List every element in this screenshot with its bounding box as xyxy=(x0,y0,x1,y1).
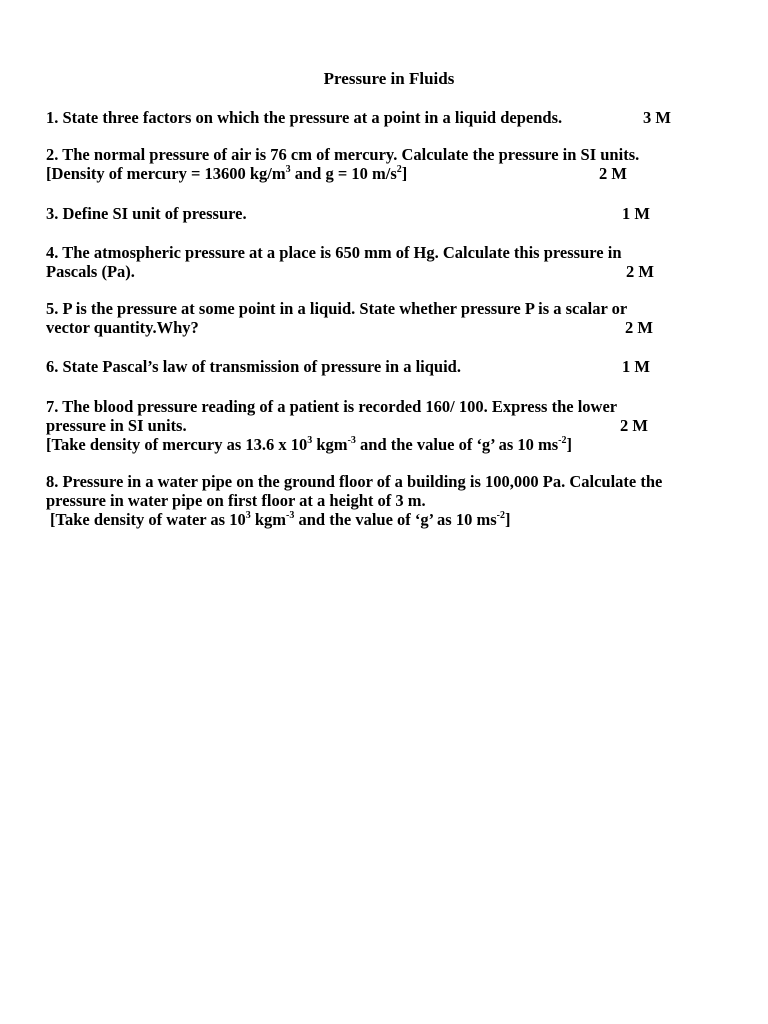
question-7-line-3 xyxy=(46,435,746,454)
density-note-part-1: [Density of mercury = 13600 kg/m xyxy=(46,164,286,183)
question-4 xyxy=(46,243,746,281)
question-7-line-1: 7. The blood pressure reading of a patient is recorded 160/ 100. Express the lower xyxy=(46,397,618,416)
mercury-note-part-2: kgm xyxy=(312,435,348,454)
water-note-part-2: kgm xyxy=(250,510,287,529)
question-3 xyxy=(46,204,746,223)
question-text xyxy=(46,108,746,127)
mercury-note-part-3: and the value of ‘g’ as 10 ms xyxy=(355,435,559,454)
question-5-marks: 2 M xyxy=(625,318,653,337)
mercury-note-part-4: ] xyxy=(566,435,573,454)
question-6-marks: 1 M xyxy=(622,357,650,376)
question-6-text: 6. State Pascal’s law of transmission of pressure in a liquid. xyxy=(46,357,461,376)
question-4-marks: 2 M xyxy=(626,262,654,281)
question-5 xyxy=(46,299,746,337)
superscript: 3 xyxy=(307,434,313,446)
question-3-line-1 xyxy=(46,204,746,223)
question-5-line-1: 5. P is the pressure at some point in a liquid. State whether pressure P is a scalar or xyxy=(46,299,628,318)
superscript: -2 xyxy=(496,509,505,521)
question-8-line-2: pressure in water pipe on first floor at a height of 3 m. xyxy=(46,491,426,510)
question-7-line-2 xyxy=(46,416,746,435)
water-note-part-4: ] xyxy=(504,510,511,529)
density-note-part-3: ] xyxy=(401,164,408,183)
question-5-text-2: vector quantity.Why? xyxy=(46,318,199,337)
question-8 xyxy=(46,472,746,529)
question-2-line-2 xyxy=(46,164,746,183)
question-4-line-1: 4. The atmospheric pressure at a place is 650 mm of Hg. Calculate this pressure in xyxy=(46,243,622,262)
mercury-note-part-1: [Take density of mercury as 13.6 x 10 xyxy=(46,435,308,454)
question-1 xyxy=(46,108,746,127)
question-7-marks: 2 M xyxy=(620,416,648,435)
question-8-line-1: 8. Pressure in a water pipe on the ground floor of a building is 100,000 Pa. Calculate the xyxy=(46,472,663,491)
water-note-part-1: [Take density of water as 10 xyxy=(50,510,246,529)
question-2-line-1: 2. The normal pressure of air is 76 cm of mercury. Calculate the pressure in SI units. xyxy=(46,145,640,164)
question-6-line-1 xyxy=(46,357,746,376)
question-3-marks: 1 M xyxy=(622,204,650,223)
superscript: 3 xyxy=(285,163,291,175)
question-6 xyxy=(46,357,746,376)
question-1-marks: 3 M xyxy=(643,108,671,127)
question-7-text-2: pressure in SI units. xyxy=(46,416,187,435)
question-8-line-3 xyxy=(46,510,746,529)
question-5-line-2 xyxy=(46,318,746,337)
question-7 xyxy=(46,397,746,454)
question-4-line-2 xyxy=(46,262,746,281)
water-note-part-3: and the value of ‘g’ as 10 ms xyxy=(294,510,497,529)
superscript: -2 xyxy=(558,434,567,446)
question-2-marks: 2 M xyxy=(599,164,627,183)
superscript: 3 xyxy=(245,509,251,521)
question-1-text: 1. State three factors on which the pressure at a point in a liquid depends. xyxy=(46,108,563,127)
superscript: 2 xyxy=(396,163,402,175)
question-2 xyxy=(46,145,746,183)
density-note-part-2: and g = 10 m/s xyxy=(290,164,397,183)
question-4-text-2: Pascals (Pa). xyxy=(46,262,135,281)
superscript: -3 xyxy=(347,434,356,446)
page-title: Pressure in Fluids xyxy=(323,69,455,88)
question-3-text: 3. Define SI unit of pressure. xyxy=(46,204,247,223)
superscript: -3 xyxy=(286,509,295,521)
